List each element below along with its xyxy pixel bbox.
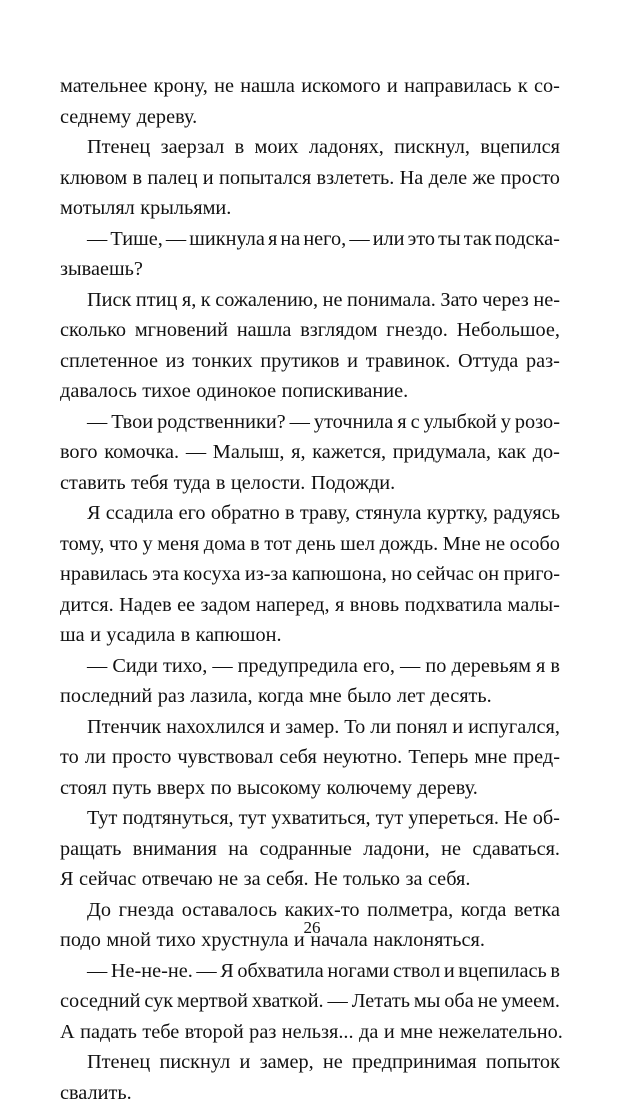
word: — [186, 437, 206, 468]
text-line [60, 956, 560, 987]
word: я, [182, 285, 196, 316]
word: То [344, 712, 365, 743]
word: тихое [142, 376, 190, 407]
text-line [60, 620, 560, 651]
word: и [270, 712, 281, 743]
word: вверх [157, 773, 205, 804]
word: крыльями. [140, 193, 231, 224]
word: и [444, 956, 455, 987]
word: ли [85, 742, 106, 773]
word: ша [60, 620, 85, 651]
word: — [212, 651, 232, 682]
word: к [201, 285, 211, 316]
word: мотылял [60, 193, 135, 224]
word: дереву. [137, 102, 198, 133]
word: за [244, 864, 261, 895]
word: нашла [240, 71, 295, 102]
text-line [60, 71, 560, 102]
word: лазила, [190, 681, 252, 712]
word: это [408, 224, 435, 255]
word: Небольшое, [457, 315, 560, 346]
word: не [485, 529, 505, 560]
word: клювом [60, 163, 127, 194]
word: как [498, 437, 526, 468]
word: так [464, 224, 492, 255]
word: обхватила [237, 956, 323, 987]
word: ладонях, [309, 132, 384, 163]
word: травинок. [366, 346, 451, 377]
word: было [347, 681, 391, 712]
word: ссадила [106, 498, 174, 529]
word: в [181, 620, 191, 651]
word: замер, [260, 1047, 314, 1078]
word: подска- [495, 224, 560, 255]
word: упереться. [408, 803, 499, 834]
word: мертвой [177, 986, 248, 1017]
word: с [411, 407, 420, 438]
word: второй [185, 1017, 244, 1048]
word: внимания [133, 834, 217, 865]
word: меня [157, 529, 199, 560]
word: Писк [87, 285, 131, 316]
word: день [296, 529, 335, 560]
word: мной [106, 925, 151, 956]
word: я, [291, 437, 305, 468]
word: куртку, [427, 498, 488, 529]
word: тебе [142, 1017, 179, 1048]
text-line [60, 254, 560, 285]
word: в [133, 163, 143, 194]
word: просто [112, 742, 171, 773]
word: деле [429, 163, 467, 194]
word: предпринимая [352, 1047, 477, 1078]
word: когда [461, 895, 507, 926]
word: Я [220, 956, 234, 987]
word: наклоняться. [373, 925, 485, 956]
word: Сиди [112, 651, 158, 682]
word: комочка. [104, 437, 179, 468]
word: направилась [404, 71, 511, 102]
word: хрустнула [201, 925, 288, 956]
word: Теперь [408, 742, 468, 773]
word: за [405, 864, 422, 895]
word: нежелательно. [438, 1017, 563, 1048]
text-line [60, 468, 560, 499]
word: тому, [60, 529, 104, 560]
word: в [216, 468, 226, 499]
text-line [60, 132, 560, 163]
word: вновь [350, 590, 399, 621]
word: сплетенное [60, 346, 158, 377]
text-line [60, 1047, 560, 1078]
word: мне [474, 742, 507, 773]
word: из [166, 346, 185, 377]
word: придумала, [393, 437, 491, 468]
word: взглядом [300, 315, 377, 346]
word: десять. [430, 681, 491, 712]
word: прутиков [260, 346, 339, 377]
word: каких-то [285, 895, 360, 926]
word: и [90, 620, 101, 651]
word: одинокое [196, 376, 276, 407]
word: оба [444, 986, 473, 1017]
word: просто [501, 163, 560, 194]
text-line [60, 559, 560, 590]
word: мне [309, 681, 342, 712]
word: тонких [192, 346, 252, 377]
word: тихо, [163, 651, 207, 682]
word: сейчас [79, 864, 136, 895]
word: вого [60, 437, 98, 468]
word: уточнила [314, 407, 393, 438]
word: Оттуда [458, 346, 518, 377]
word: Надев [119, 590, 172, 621]
word: него, [303, 224, 346, 255]
word: обратно [211, 498, 280, 529]
word: у [501, 407, 511, 438]
text-line [60, 1017, 560, 1048]
word: — [349, 224, 369, 255]
word: — [290, 407, 310, 438]
word: не [478, 986, 498, 1017]
word: не- [533, 285, 560, 316]
book-page-text [60, 71, 560, 1108]
word: сожалению, [215, 285, 318, 316]
word: попытался [219, 163, 311, 194]
word: ращать [60, 834, 121, 865]
word: в [550, 651, 560, 682]
word: да [359, 1017, 378, 1048]
word: особо [510, 529, 560, 560]
text-line [60, 681, 560, 712]
word: Летать [352, 986, 410, 1017]
word: косуха [183, 559, 240, 590]
word: со- [534, 71, 560, 102]
word: Твои [111, 407, 153, 438]
word: подтянуться, [122, 803, 233, 834]
word: себя [279, 742, 316, 773]
word: стянула [355, 498, 421, 529]
word: Я [60, 864, 74, 895]
word: пискнул, [394, 132, 470, 163]
word: крону, [154, 71, 208, 102]
word: на [228, 834, 248, 865]
word: Птенец [87, 132, 150, 163]
word: Зато [440, 285, 477, 316]
word: отвечаю [142, 864, 213, 895]
word: не [323, 1047, 343, 1078]
word: ногами [327, 956, 389, 987]
word: — [87, 956, 107, 987]
word: Птенчик [87, 712, 161, 743]
word: туда [174, 468, 211, 499]
word: нравилась [60, 559, 148, 590]
word: мне [400, 1017, 433, 1048]
text-line [60, 193, 560, 224]
word: я [397, 407, 406, 438]
word: — [328, 986, 348, 1017]
word: сейчас [416, 559, 473, 590]
word: кажется, [312, 437, 386, 468]
word: умеем. [501, 986, 560, 1017]
word: родственники? [157, 407, 286, 438]
text-line [60, 102, 560, 133]
word: ствол [393, 956, 440, 987]
word: нашла [237, 315, 292, 346]
word: дереву. [417, 773, 478, 804]
word: — [196, 956, 216, 987]
word: подо [60, 925, 101, 956]
word: искомого [301, 71, 380, 102]
word: раз- [526, 346, 560, 377]
word: целости. [231, 468, 305, 499]
text-line [60, 773, 560, 804]
text-line [60, 437, 560, 468]
word: испугался, [468, 712, 560, 743]
word: лет [397, 681, 425, 712]
word: соседний [60, 986, 141, 1017]
word: тихо [157, 925, 196, 956]
word: в [235, 132, 245, 163]
word: колючему [327, 773, 412, 804]
word: палец [147, 163, 197, 194]
word: шикнула [189, 224, 265, 255]
word: замер. [285, 712, 339, 743]
word: вцепился [480, 132, 560, 163]
word: тебя [131, 468, 168, 499]
text-line [60, 346, 560, 377]
text-line [60, 712, 560, 743]
word: подхватила [405, 590, 503, 621]
word: тот [264, 529, 291, 560]
word: Птенец [87, 1047, 150, 1078]
word: но [391, 559, 412, 590]
word: себя. [428, 864, 470, 895]
text-line [60, 407, 560, 438]
word: содранные [260, 834, 352, 865]
word: — [87, 407, 107, 438]
word: наперед, [256, 590, 330, 621]
word: Мне [443, 529, 481, 560]
word: шел [340, 529, 375, 560]
text-line [60, 834, 560, 865]
word: свалить. [60, 1078, 132, 1108]
word: падать [80, 1017, 137, 1048]
word: его, [363, 651, 395, 682]
word: то [60, 742, 79, 773]
word: я [536, 651, 545, 682]
word: и [203, 163, 214, 194]
text-line [60, 529, 560, 560]
word: высокому [237, 773, 321, 804]
word: дится. [60, 590, 114, 621]
word: сук [144, 986, 173, 1017]
word: ли [370, 712, 391, 743]
text-line [60, 498, 560, 529]
word: усадила [106, 620, 175, 651]
word: Тут [87, 803, 117, 834]
word: нахохлился [166, 712, 264, 743]
word: Не [504, 803, 528, 834]
text-line [60, 315, 560, 346]
word: и [387, 71, 398, 102]
word: Тише, [110, 224, 162, 255]
word: мы [414, 986, 440, 1017]
word: траву, [300, 498, 350, 529]
word: стоял [60, 773, 107, 804]
word: улыбкой [424, 407, 497, 438]
word: его [179, 498, 206, 529]
word: мательнее [60, 71, 147, 102]
word: Подожди. [311, 468, 395, 499]
word: ты [438, 224, 461, 255]
word: капюшон. [196, 620, 282, 651]
word: седнему [60, 102, 131, 133]
word: не [323, 285, 343, 316]
word: дождь. [380, 529, 439, 560]
word: себя. [266, 864, 308, 895]
word: же [472, 163, 495, 194]
word: он [478, 559, 499, 590]
word: я [268, 224, 277, 255]
word: дома [204, 529, 246, 560]
word: радуясь [493, 498, 560, 529]
text-line [60, 163, 560, 194]
word: ладони, [363, 834, 429, 865]
word: у [142, 529, 152, 560]
word: ухватиться, [271, 803, 370, 834]
word: когда [258, 681, 304, 712]
text-line [60, 651, 560, 682]
word: не [218, 864, 238, 895]
word: через [482, 285, 529, 316]
word: или [373, 224, 405, 255]
word: понял [396, 712, 447, 743]
word: не [214, 71, 234, 102]
word: пред- [513, 742, 560, 773]
word: гнезда [119, 895, 174, 926]
word: тут [376, 803, 404, 834]
word: На [400, 163, 424, 194]
word: деревьям [451, 651, 530, 682]
word: и [294, 925, 305, 956]
word: тут [239, 803, 267, 834]
word: — [87, 651, 107, 682]
word: оставалось [182, 895, 277, 926]
word: вцепилась [458, 956, 547, 987]
word: Я [87, 498, 101, 529]
word: ее [177, 590, 195, 621]
word: к [518, 71, 528, 102]
word: ставить [60, 468, 126, 499]
word: До [87, 895, 111, 926]
word: А [60, 1017, 75, 1048]
text-line [60, 224, 560, 255]
word: — [166, 224, 186, 255]
word: путь [112, 773, 151, 804]
word: сдаваться. [472, 834, 560, 865]
word: зываешь? [60, 254, 143, 285]
word: попискивание. [282, 376, 409, 407]
word: последний [60, 681, 152, 712]
word: и [384, 1017, 395, 1048]
word: взлететь. [317, 163, 395, 194]
word: задом [201, 590, 251, 621]
word: до- [533, 437, 560, 468]
word: раз [249, 1017, 276, 1048]
word: — [400, 651, 420, 682]
word: гнездо. [386, 315, 448, 346]
word: начала [310, 925, 368, 956]
word: — [87, 224, 107, 255]
text-line [60, 590, 560, 621]
word: приго- [503, 559, 560, 590]
word: и [240, 1047, 251, 1078]
word: Малыш, [213, 437, 285, 468]
word: Не-не-не. [111, 956, 193, 987]
word: понимала. [347, 285, 436, 316]
word: попыток [486, 1047, 560, 1078]
word: сколько [60, 315, 126, 346]
word: в [285, 498, 295, 529]
word: пискнул [159, 1047, 230, 1078]
word: на [280, 224, 300, 255]
word: хваткой. [252, 986, 324, 1017]
word: об- [533, 803, 560, 834]
text-line [60, 803, 560, 834]
word: в [550, 956, 560, 987]
word: только [343, 864, 400, 895]
word: птиц [136, 285, 177, 316]
text-line [60, 376, 560, 407]
word: предупредила [238, 651, 358, 682]
text-line [60, 285, 560, 316]
word: Не [314, 864, 338, 895]
word: из-за [245, 559, 288, 590]
page-number: 26 [0, 917, 624, 939]
word: заерзал [161, 132, 225, 163]
word: не [441, 834, 461, 865]
text-line [60, 986, 560, 1017]
word: розо- [515, 407, 560, 438]
word: мгновений [135, 315, 228, 346]
word: неуютно. [323, 742, 402, 773]
text-line [60, 864, 560, 895]
word: раз [158, 681, 185, 712]
word: по [425, 651, 446, 682]
word: моих [255, 132, 299, 163]
word: и [347, 346, 358, 377]
text-line [60, 1078, 560, 1108]
word: по [211, 773, 232, 804]
word: нельзя... [282, 1017, 354, 1048]
word: ветка [514, 895, 560, 926]
text-line [60, 742, 560, 773]
word: малы- [508, 590, 560, 621]
word: полметра, [367, 895, 453, 926]
word: в [250, 529, 260, 560]
word: и [452, 712, 463, 743]
word: я [335, 590, 344, 621]
word: что [109, 529, 138, 560]
word: чувствовал [177, 742, 273, 773]
word: давалось [60, 376, 137, 407]
word: эта [152, 559, 179, 590]
word: капюшона, [292, 559, 387, 590]
